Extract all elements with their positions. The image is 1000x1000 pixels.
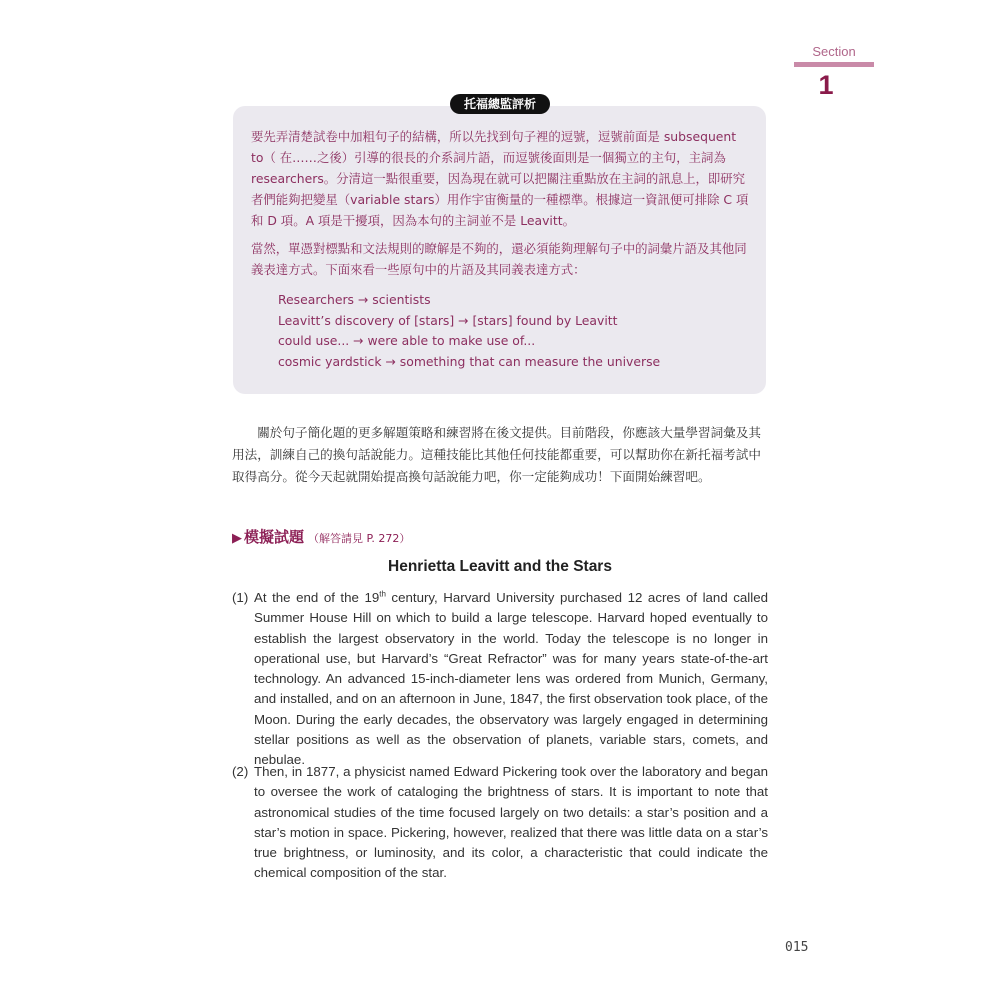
paraphrase-item: Researchers → scientists [278,292,431,307]
practice-heading [232,526,410,547]
paragraph-text [254,588,768,771]
passage-title: Henrietta Leavitt and the Stars [388,558,612,575]
triangle-marker-icon: ▶ [232,531,242,546]
page-number: 015 [785,940,809,955]
section-label: Section [812,44,856,59]
paragraph-lead: At the end of the 19 [254,590,380,605]
commentary-paragraph-2: 當然，單憑對標點和文法規則的瞭解是不夠的，還必須能夠理解句子中的詞彙片語及其他同義表達方式。下面來看一些原句中的片語及其同義表達方式： [251,241,747,277]
section-number: 1 [818,70,834,100]
paragraph-number: (2) [232,764,249,779]
passage-paragraph-1 [232,588,768,771]
paragraph-number: (1) [232,590,249,605]
paraphrase-item: Leavitt’s discovery of [stars] → [stars] found by Leavitt [278,312,618,328]
commentary-title: 托福總監評析 [450,94,550,114]
practice-heading-text: 模擬試題 [244,528,305,546]
paraphrase-item: cosmic yardstick → something that can measure the universe [278,353,661,369]
section-tab [794,44,874,100]
superscript: th [379,589,386,599]
paragraph-body: Then, in 1877, a physicist named Edward Pickering took over the laboratory and began to oversee the work of cataloging the brightness of stars. It is important to note that astronomical studies of the time focused largely on two details: a star’s position and a star’s motion in space. Pickering, however, realized that there was little data on a star’s true brightness, or luminosity, and its color, a characteristic that could indicate the chemical composition of the star. [254,764,768,881]
section-divider [794,62,874,67]
answer-reference: （解答請見 P. 272） [308,532,411,545]
paraphrase-list [278,290,748,372]
paragraph-body: century, Harvard University purchased 12 acres of land called Summer House Hill on which to build a large telescope. Harvard hoped eventually to establish the largest observatory in the world. Today the telescope is no longer in operational use, but Harvard’s “Great Refractor” was for many years state-of-the-art technology. An advanced 15-inch-diameter lens was ordered from Munich, Germany, and installed, and on an afternoon in June, 1847, the first observation took place, of the Moon. During the early decades, the observatory was largely engaged in determining stellar positions as well as the observation of planets, variable stars, comets, and nebulae. [254,590,768,768]
paraphrase-item: could use... → were able to make use of... [278,333,536,348]
passage-paragraph-2 [232,762,768,884]
commentary-paragraph-1: 要先弄清楚試卷中加粗句子的結構，所以先找到句子裡的逗號，逗號前面是 subsequent to（ 在……之後）引導的很長的介系詞片語，而逗號後面則是一個獨立的主句，主詞為 researchers。分清這一點很重要，因為現在就可以把關注重點放在主詞的訊息上，即研究者們能夠把變星（variable stars）用作宇宙衡量的一種標準。根據這一資訊便可排除 C 項和 D 項。A 項是干擾項，因為本句的主詞並不是 Leavitt。 [251,129,749,228]
intro-paragraph: 關於句子簡化題的更多解題策略和練習將在後文提供。目前階段，你應該大量學習詞彙及其用法，訓練自己的換句話說能力。這種技能比其他任何技能都重要，可以幫助你在新托福考試中取得高分。從今天起就開始提高換句話說能力吧，你一定能夠成功！下面開始練習吧。 [232,425,761,484]
